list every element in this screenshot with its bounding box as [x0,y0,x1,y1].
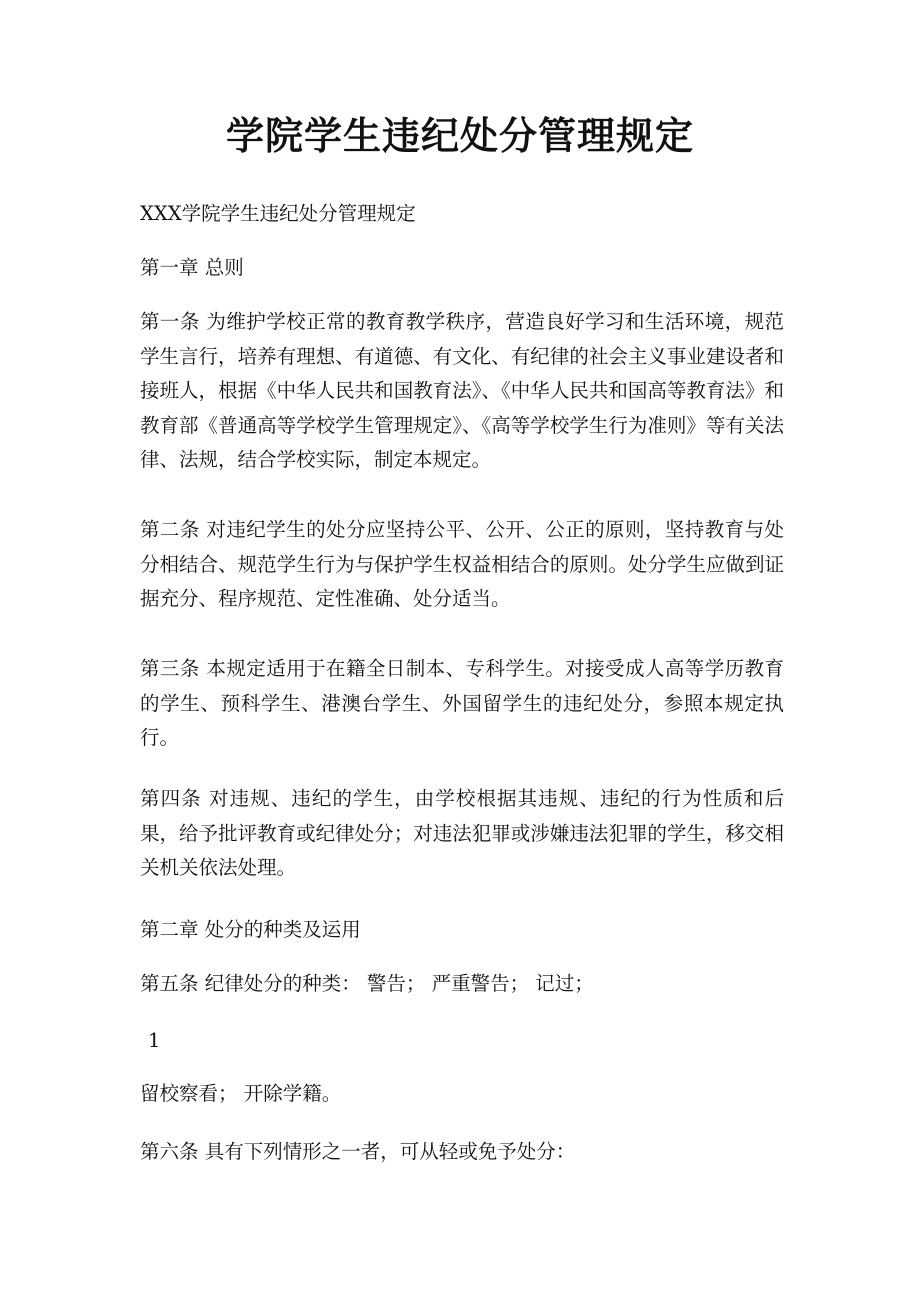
document-subtitle: XXX学院学生违纪处分管理规定 [140,202,416,225]
chapter-2-heading: 第二章 处分的种类及运用 [140,918,361,941]
article-6: 第六条 具有下列情形之一者，可从轻或免予处分： [140,1140,576,1163]
document-title: 学院学生违纪处分管理规定 [225,114,694,158]
article-1: 第一条 为维护学校正常的教育教学秩序，营造良好学习和生活环境，规范学生言行，培养有理想、有道德、有文化、有纪律的社会主义事业建设者和接班人，根据《中华人民共和国教育法》、《中华人民共和国高等教育法》和教育部《普通高等学校学生管理规定》、《高等学校学生行为准则》等有关法律、法规，结合学校实际，制定本规定。 [140,310,784,471]
article-2: 第二条 对违纪学生的处分应坚持公平、公开、公正的原则，坚持教育与处分相结合、规范学生行为与保护学生权益相结合的原则。处分学生应做到证据充分、程序规范、定性准确、处分适当。 [140,518,784,610]
article-5-continued: 留校察看； 开除学籍。 [140,1082,342,1105]
chapter-1-heading: 第一章 总则 [140,256,244,279]
article-4: 第四条 对违规、违纪的学生，由学校根据其违规、违纪的行为性质和后果，给予批评教育或纪律处分；对违法犯罪或涉嫌违法犯罪的学生，移交相关机关依法处理。 [140,787,784,879]
page-number: 1 [148,1029,161,1052]
article-5: 第五条 纪律处分的种类： 警告； 严重警告； 记过； [140,972,594,995]
article-3: 第三条 本规定适用于在籍全日制本、专科学生。对接受成人高等学历教育的学生、预科学生、港澳台学生、外国留学生的违纪处分，参照本规定执行。 [140,657,784,749]
